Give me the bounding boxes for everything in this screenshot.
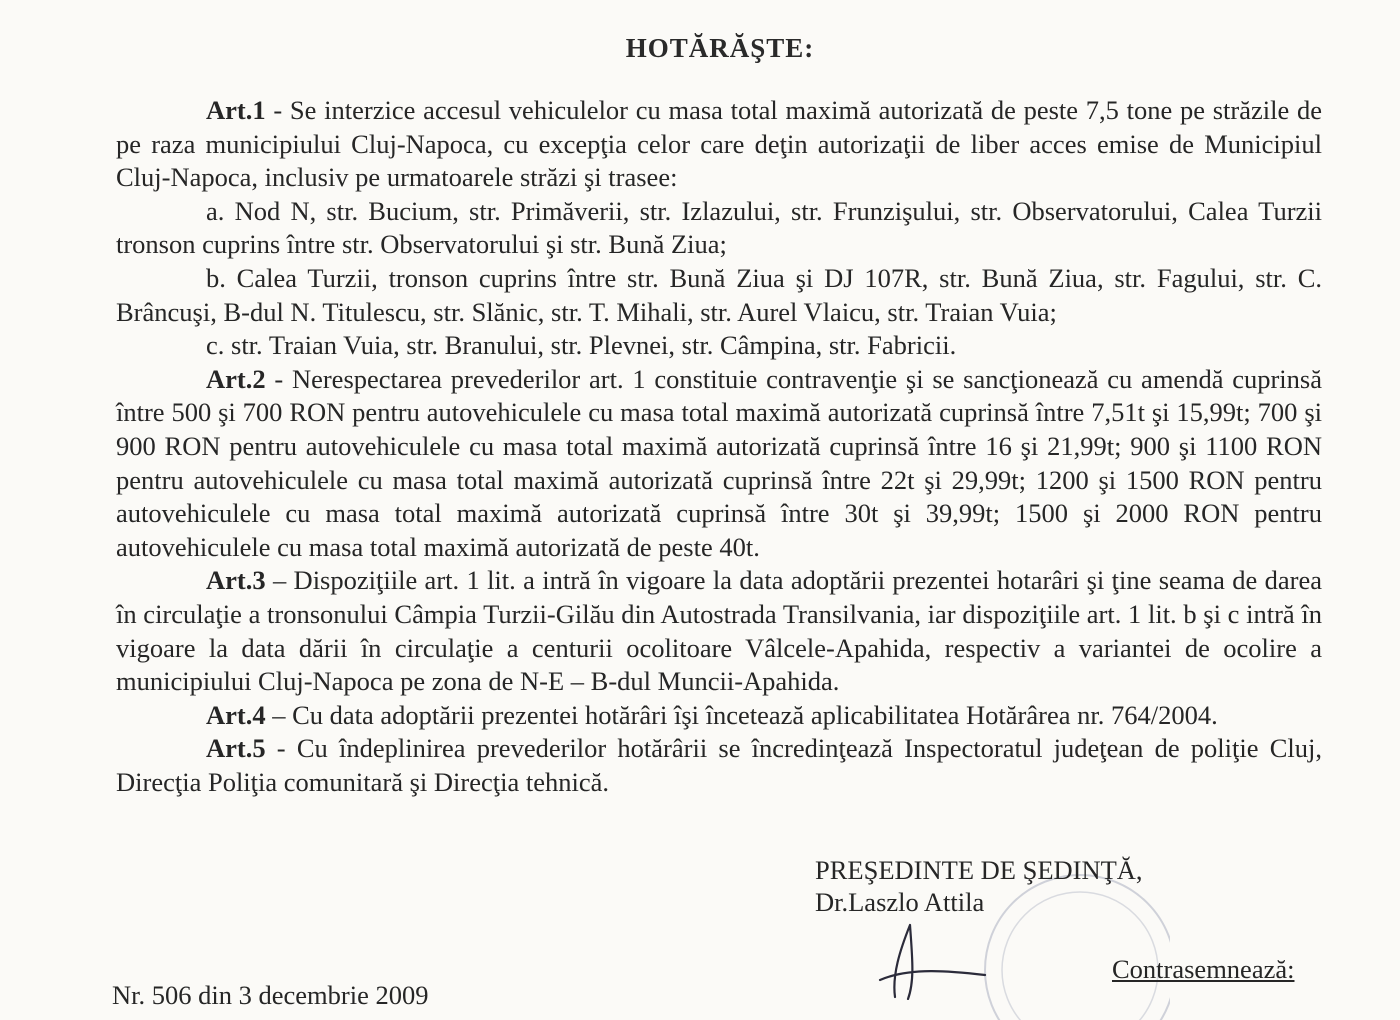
article-text: – Dispoziţiile art. 1 lit. a intră în vigoare la data adoptării prezentei hotarâri şi ţine seama de darea în circulaţie a tronsonului Câmpia Turzii-Gilău din Autostrada Transilvania, iar dispoziţiile art. 1 lit. b şi c intră în vigoare la data dării în circulaţie a centurii ocolitoare Vâlcele-Apahida, respectiv a variantei de ocolire a municipiului Cluj-Napoca pe zona de N-E – B-dul Muncii-Apahida. [116,565,1322,697]
list-item-c: c. str. Traian Vuia, str. Branului, str. Plevnei, str. Câmpina, str. Fabricii. [206,330,957,361]
signer-role: PREŞEDINTE DE ŞEDINŢĂ, [815,855,1143,885]
countersign-label: Contrasemnează: [1112,954,1295,984]
article-text: – Cu data adoptării prezentei hotărâri îşi încetează aplicabilitatea Hotărârea nr. 764/2004. [265,699,1218,730]
article-4 [116,699,1322,733]
article-label: Art.2 [206,363,266,394]
handwritten-signature [870,905,990,1000]
article-label: Art.3 [206,565,266,596]
signer-name: Dr.Laszlo Attila [815,887,985,917]
document-title: HOTĂRĂŞTE: [625,33,815,63]
article-3 [116,564,1322,698]
list-item-a: a. Nod N, str. Bucium, str. Primăverii, str. Izlazului, str. Frunzişului, str. Observatorului, Calea Turzii tronson cuprins între str. Observatorului şi str. Bună Ziua; [116,195,1322,260]
document-body [116,94,1322,799]
article-text: - Cu îndeplinirea prevederilor hotărârii se încredinţează Inspectoratul judeţean de poliţie Cluj, Direcţia Poliţia comunitară şi Direcţia tehnică. [116,733,1322,797]
article-1 [116,94,1322,195]
decision-number: Nr. 506 din 3 decembrie 2009 [112,980,429,1010]
article-5 [116,732,1322,799]
article-text: - Se interzice accesul vehiculelor cu masa total maximă autorizată de peste 7,5 tone pe străzile de pe raza municipiului Cluj-Napoca, cu excepţia celor care deţin autorizaţii de liber acces emise de Municipiul Cluj-Napoca, inclusiv pe urmatoarele străzi şi trasee: [116,95,1322,193]
article-text: - Nerespectarea prevederilor art. 1 constituie contravenţie şi se sancţionează cu amendă cuprinsă între 500 şi 700 RON pentru autovehiculele cu masa total maximă autorizată cuprinsă între 7,51t şi 15,99t; 700 şi 900 RON pentru autovehiculele cu masa total maximă autorizată cuprinsă între 16 şi 21,99t; 900 şi 1100 RON pentru autovehiculele cu masa total maximă autorizată cuprinsă între 22t şi 29,99t; 1200 şi 1500 RON pentru autovehiculele cu masa total maximă autorizată cuprinsă între 30t şi 39,99t; 1500 şi 2000 RON pentru autovehiculele cu masa total maximă autorizată de peste 40t. [116,363,1322,562]
list-item-b: b. Calea Turzii, tronson cuprins între str. Bună Ziua şi DJ 107R, str. Bună Ziua, str. Fagului, str. C. Brâncuşi, B-dul N. Titulescu, str. Slănic, str. T. Mihali, str. Aurel Vlaicu, str. Traian Vuia; [116,262,1322,327]
article-label: Art.4 [206,699,266,730]
article-label: Art.1 [206,95,266,125]
article-2 [116,363,1322,565]
article-label: Art.5 [206,733,266,764]
